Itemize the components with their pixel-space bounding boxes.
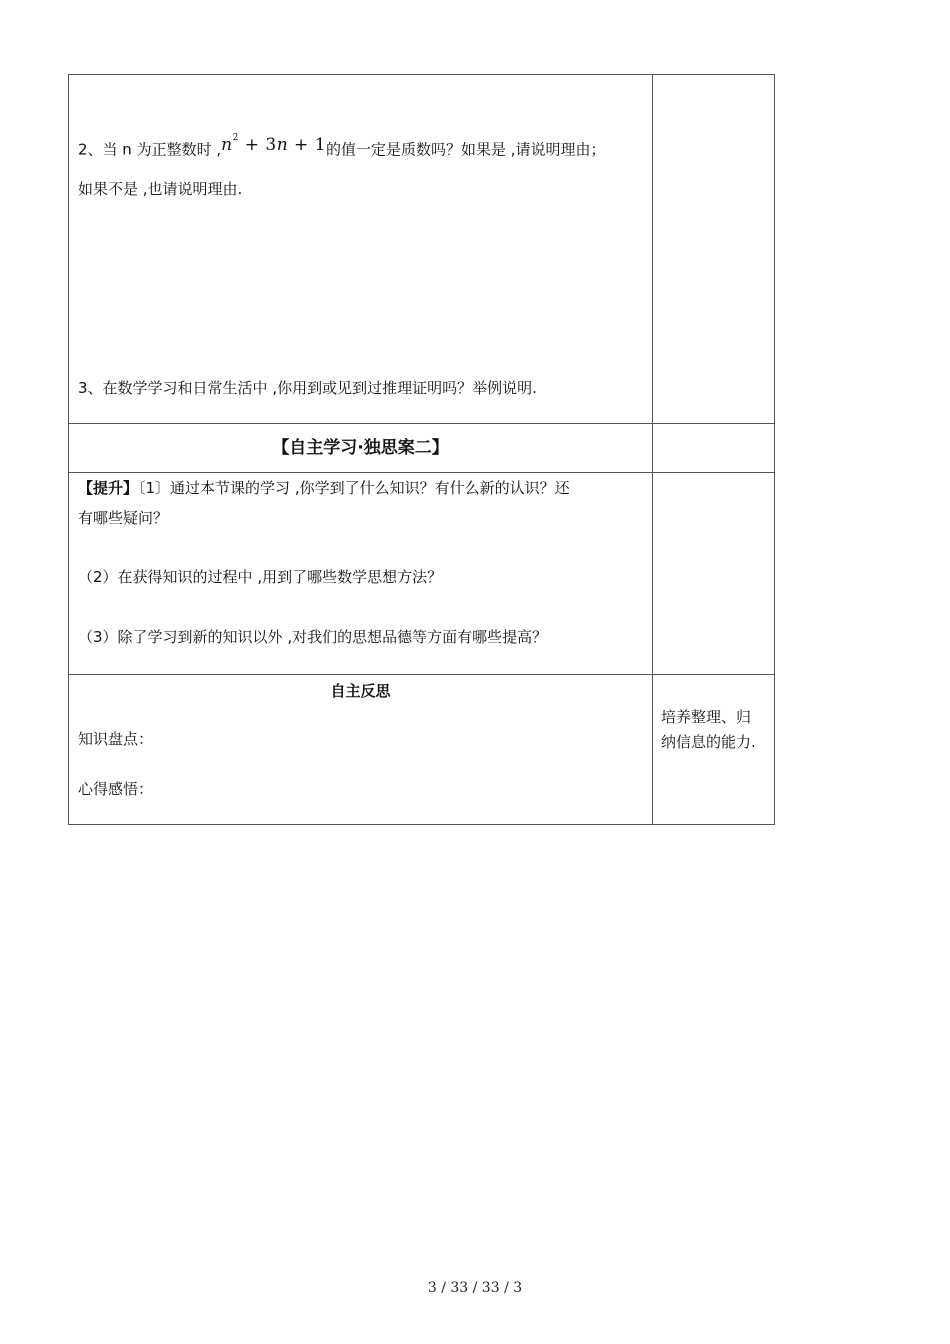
- worksheet-table: [68, 74, 775, 825]
- question-2-line-2: 如果不是 ,也请说明理由.: [78, 180, 243, 198]
- knowledge-label: 知识盘点：: [78, 730, 154, 748]
- section-title-side-cell: [653, 424, 775, 473]
- question-3: 3、在数学学习和日常生活中 ,你用到或见到过推理证明吗？举例说明.: [78, 379, 537, 397]
- improve-item-1-line-2: 有哪些疑问？: [78, 509, 169, 527]
- section-title: 【自主学习·独思案二】: [272, 438, 449, 458]
- reflection-title: 自主反思: [330, 682, 391, 700]
- reflection-side-cell: [653, 675, 775, 825]
- questions-side-cell: [653, 75, 775, 424]
- question-2-expression: $n^2 + 3n + 1$: [221, 133, 327, 155]
- question-2-suffix: 的值一定是质数吗？如果是 ,请说明理由；: [326, 140, 606, 159]
- section-title-row: [69, 424, 775, 473]
- question-2-prefix: 2、当 n 为正整数时 ,: [78, 140, 222, 159]
- improve-item-3: （3）除了学习到新的知识以外 ,对我们的思想品德等方面有哪些提高？: [78, 628, 548, 646]
- reflection-cell: [69, 675, 653, 825]
- questions-cell: [69, 75, 653, 424]
- page-number: 3 / 33 / 33 / 3: [427, 1280, 523, 1296]
- insight-label: 心得感悟：: [78, 780, 154, 798]
- reflection-side-note: 培养整理、归纳信息的能力.: [661, 708, 756, 751]
- improve-cell: [69, 473, 653, 675]
- improve-item-1-line-1: 【提升】〔1〕通过本节课的学习 ,你学到了什么知识？有什么新的认识？还: [78, 479, 570, 497]
- questions-row: [69, 75, 775, 424]
- improve-label: 【提升】: [78, 479, 139, 497]
- question-2-line-1: [78, 133, 644, 160]
- improve-side-cell: [653, 473, 775, 675]
- reflection-row: [69, 675, 775, 825]
- improve-row: [69, 473, 775, 675]
- improve-item-2: （2）在获得知识的过程中 ,用到了哪些数学思想方法？: [78, 568, 443, 586]
- section-title-cell: [69, 424, 653, 473]
